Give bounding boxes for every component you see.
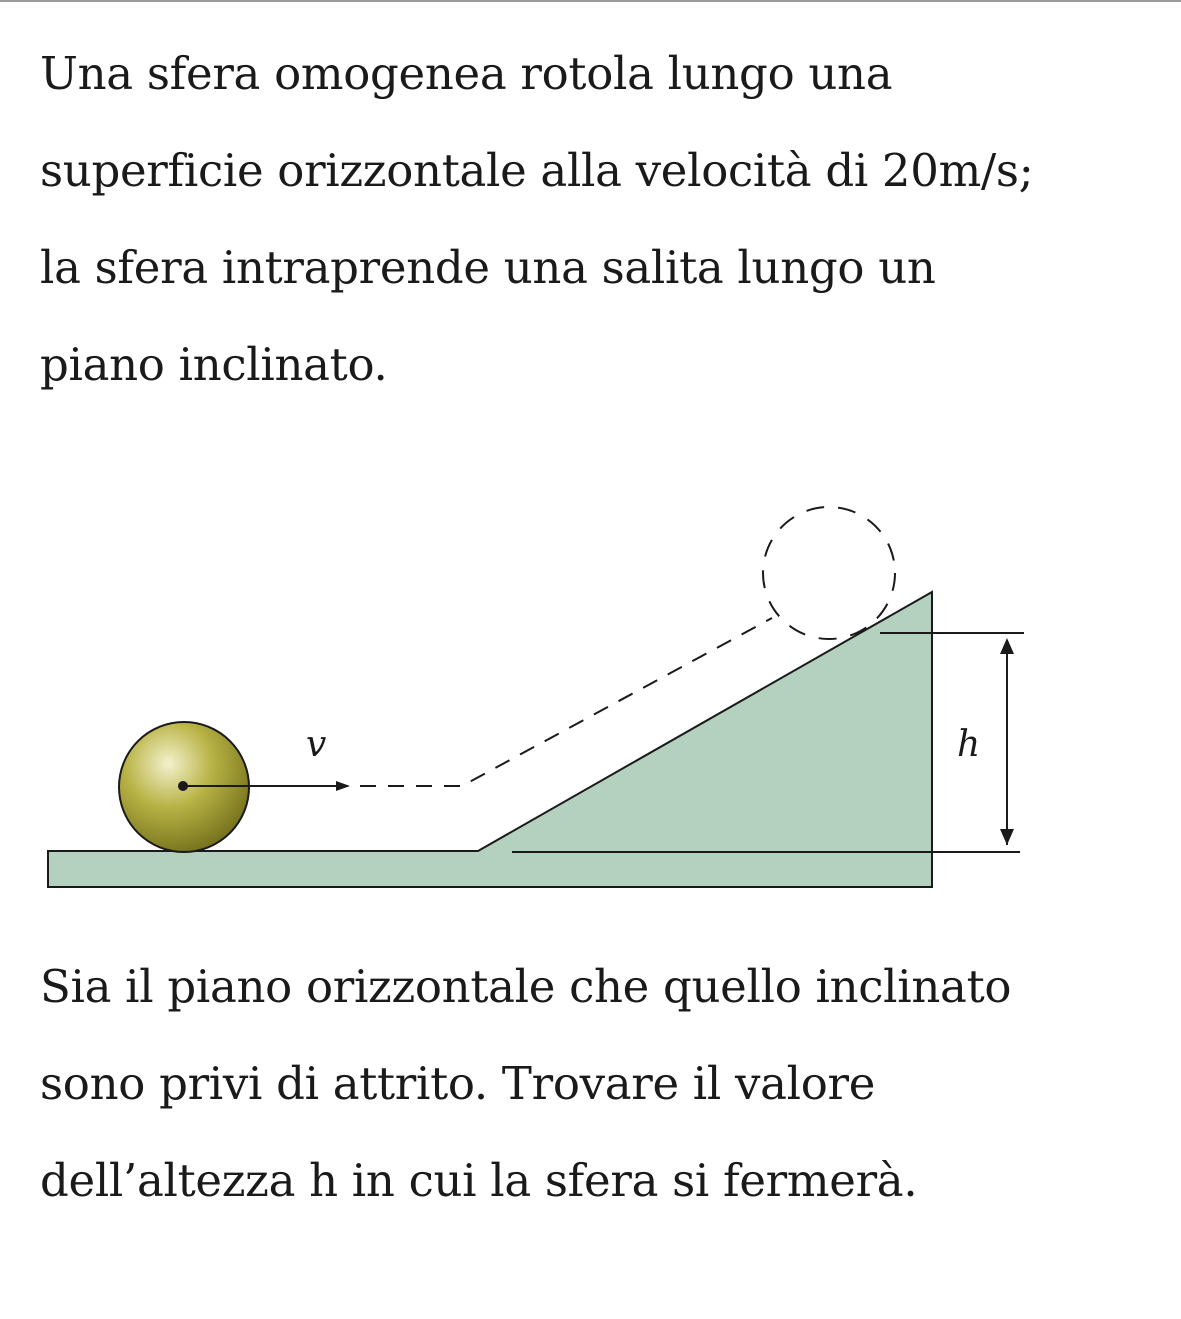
- velocity-label: v: [306, 724, 327, 765]
- question-line-1: Sia il piano orizzontale che quello inclinato: [40, 960, 1012, 1013]
- inclined-plane-diagram: [0, 490, 1181, 910]
- top-divider: [0, 0, 1181, 2]
- intro-line-1: Una sfera omogenea rotola lungo una: [40, 47, 893, 100]
- intro-line-2: superficie orizzontale alla velocità di 20m/s;: [40, 144, 1034, 197]
- problem-question: [40, 938, 1150, 1229]
- intro-line-4: piano inclinato.: [40, 338, 388, 391]
- question-line-2: sono privi di attrito. Trovare il valore: [40, 1057, 876, 1110]
- final-sphere-outline: [763, 507, 895, 639]
- intro-line-3: la sfera intraprende una salita lungo un: [40, 241, 936, 294]
- height-label: h: [957, 724, 981, 765]
- problem-intro: [40, 25, 1150, 413]
- question-line-3: dell’altezza h in cui la sfera si fermerà.: [40, 1154, 918, 1207]
- diagram-svg: [0, 490, 1181, 910]
